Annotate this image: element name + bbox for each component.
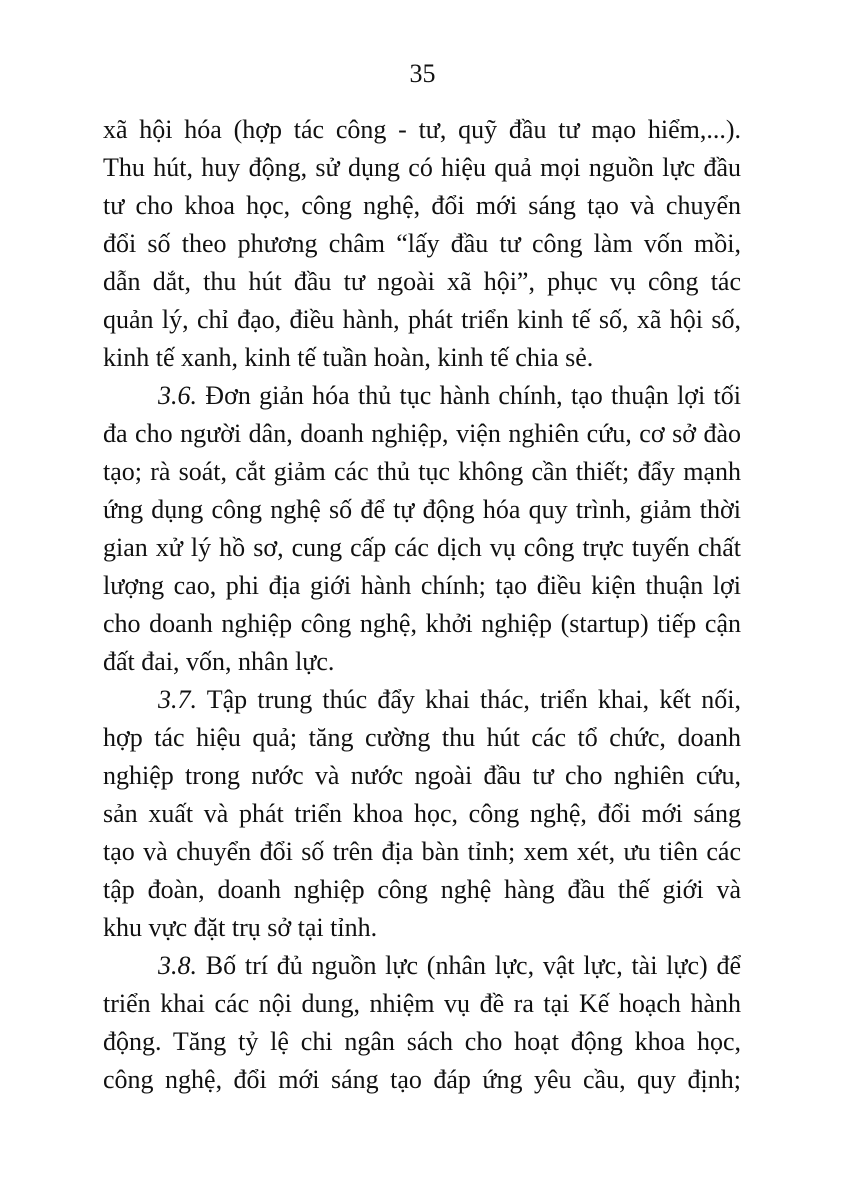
text-line: lượng cao, phi địa giới hành chính; tạo điều kiện thuận lợi — [103, 571, 741, 600]
text-line: công nghệ, đổi mới sáng tạo đáp ứng yêu cầu, quy định; — [103, 1065, 741, 1094]
text-line: tạo; rà soát, cắt giảm các thủ tục không cần thiết; đẩy mạnh — [103, 457, 741, 486]
text-line: hợp tác hiệu quả; tăng cường thu hút các tổ chức, doanh — [103, 723, 741, 752]
item-text: Bố trí đủ nguồn lực (nhân lực, vật lực, tài lực) để — [205, 951, 741, 980]
text-line: ứng dụng công nghệ số để tự động hóa quy trình, giảm thời — [103, 495, 741, 524]
text-line: gian xử lý hồ sơ, cung cấp các dịch vụ công trực tuyến chất — [103, 533, 741, 562]
item-number: 3.6. — [158, 381, 197, 410]
text-line: khu vực đặt trụ sở tại tỉnh. — [103, 913, 378, 942]
text-line: tạo và chuyển đổi số trên địa bàn tỉnh; xem xét, ưu tiên các — [103, 837, 741, 866]
item-text: Đơn giản hóa thủ tục hành chính, tạo thuận lợi tối — [205, 381, 741, 410]
text-line — [158, 949, 741, 983]
text-line: dẫn dắt, thu hút đầu tư ngoài xã hội”, phục vụ công tác — [103, 267, 741, 296]
item-number: 3.7. — [158, 685, 197, 714]
text-line: đa cho người dân, doanh nghiệp, viện nghiên cứu, cơ sở đào — [103, 419, 741, 448]
text-line: triển khai các nội dung, nhiệm vụ đề ra tại Kế hoạch hành — [103, 989, 741, 1018]
text-line: nghiệp trong nước và nước ngoài đầu tư cho nghiên cứu, — [103, 761, 741, 790]
text-line — [158, 379, 741, 413]
text-line: xã hội hóa (hợp tác công - tư, quỹ đầu tư mạo hiểm,...). — [103, 115, 741, 144]
text-line: tư cho khoa học, công nghệ, đổi mới sáng tạo và chuyển — [103, 191, 741, 220]
text-line: kinh tế xanh, kinh tế tuần hoàn, kinh tế chia sẻ. — [103, 343, 594, 372]
text-line: đổi số theo phương châm “lấy đầu tư công làm vốn mồi, — [103, 229, 741, 258]
text-line: quản lý, chỉ đạo, điều hành, phát triển kinh tế số, xã hội số, — [103, 305, 741, 334]
page-number: 35 — [409, 59, 436, 88]
text-line: tập đoàn, doanh nghiệp công nghệ hàng đầu thế giới và — [103, 875, 741, 904]
item-text: Tập trung thúc đẩy khai thác, triển khai, kết nối, — [206, 685, 742, 714]
text-line — [158, 683, 741, 717]
text-line: động. Tăng tỷ lệ chi ngân sách cho hoạt động khoa học, — [103, 1027, 741, 1056]
text-line: cho doanh nghiệp công nghệ, khởi nghiệp (startup) tiếp cận — [103, 609, 741, 638]
item-number: 3.8. — [158, 951, 197, 980]
text-line: sản xuất và phát triển khoa học, công nghệ, đổi mới sáng — [103, 799, 741, 828]
text-line: Thu hút, huy động, sử dụng có hiệu quả mọi nguồn lực đầu — [103, 153, 741, 182]
text-line: đất đai, vốn, nhân lực. — [103, 647, 335, 676]
